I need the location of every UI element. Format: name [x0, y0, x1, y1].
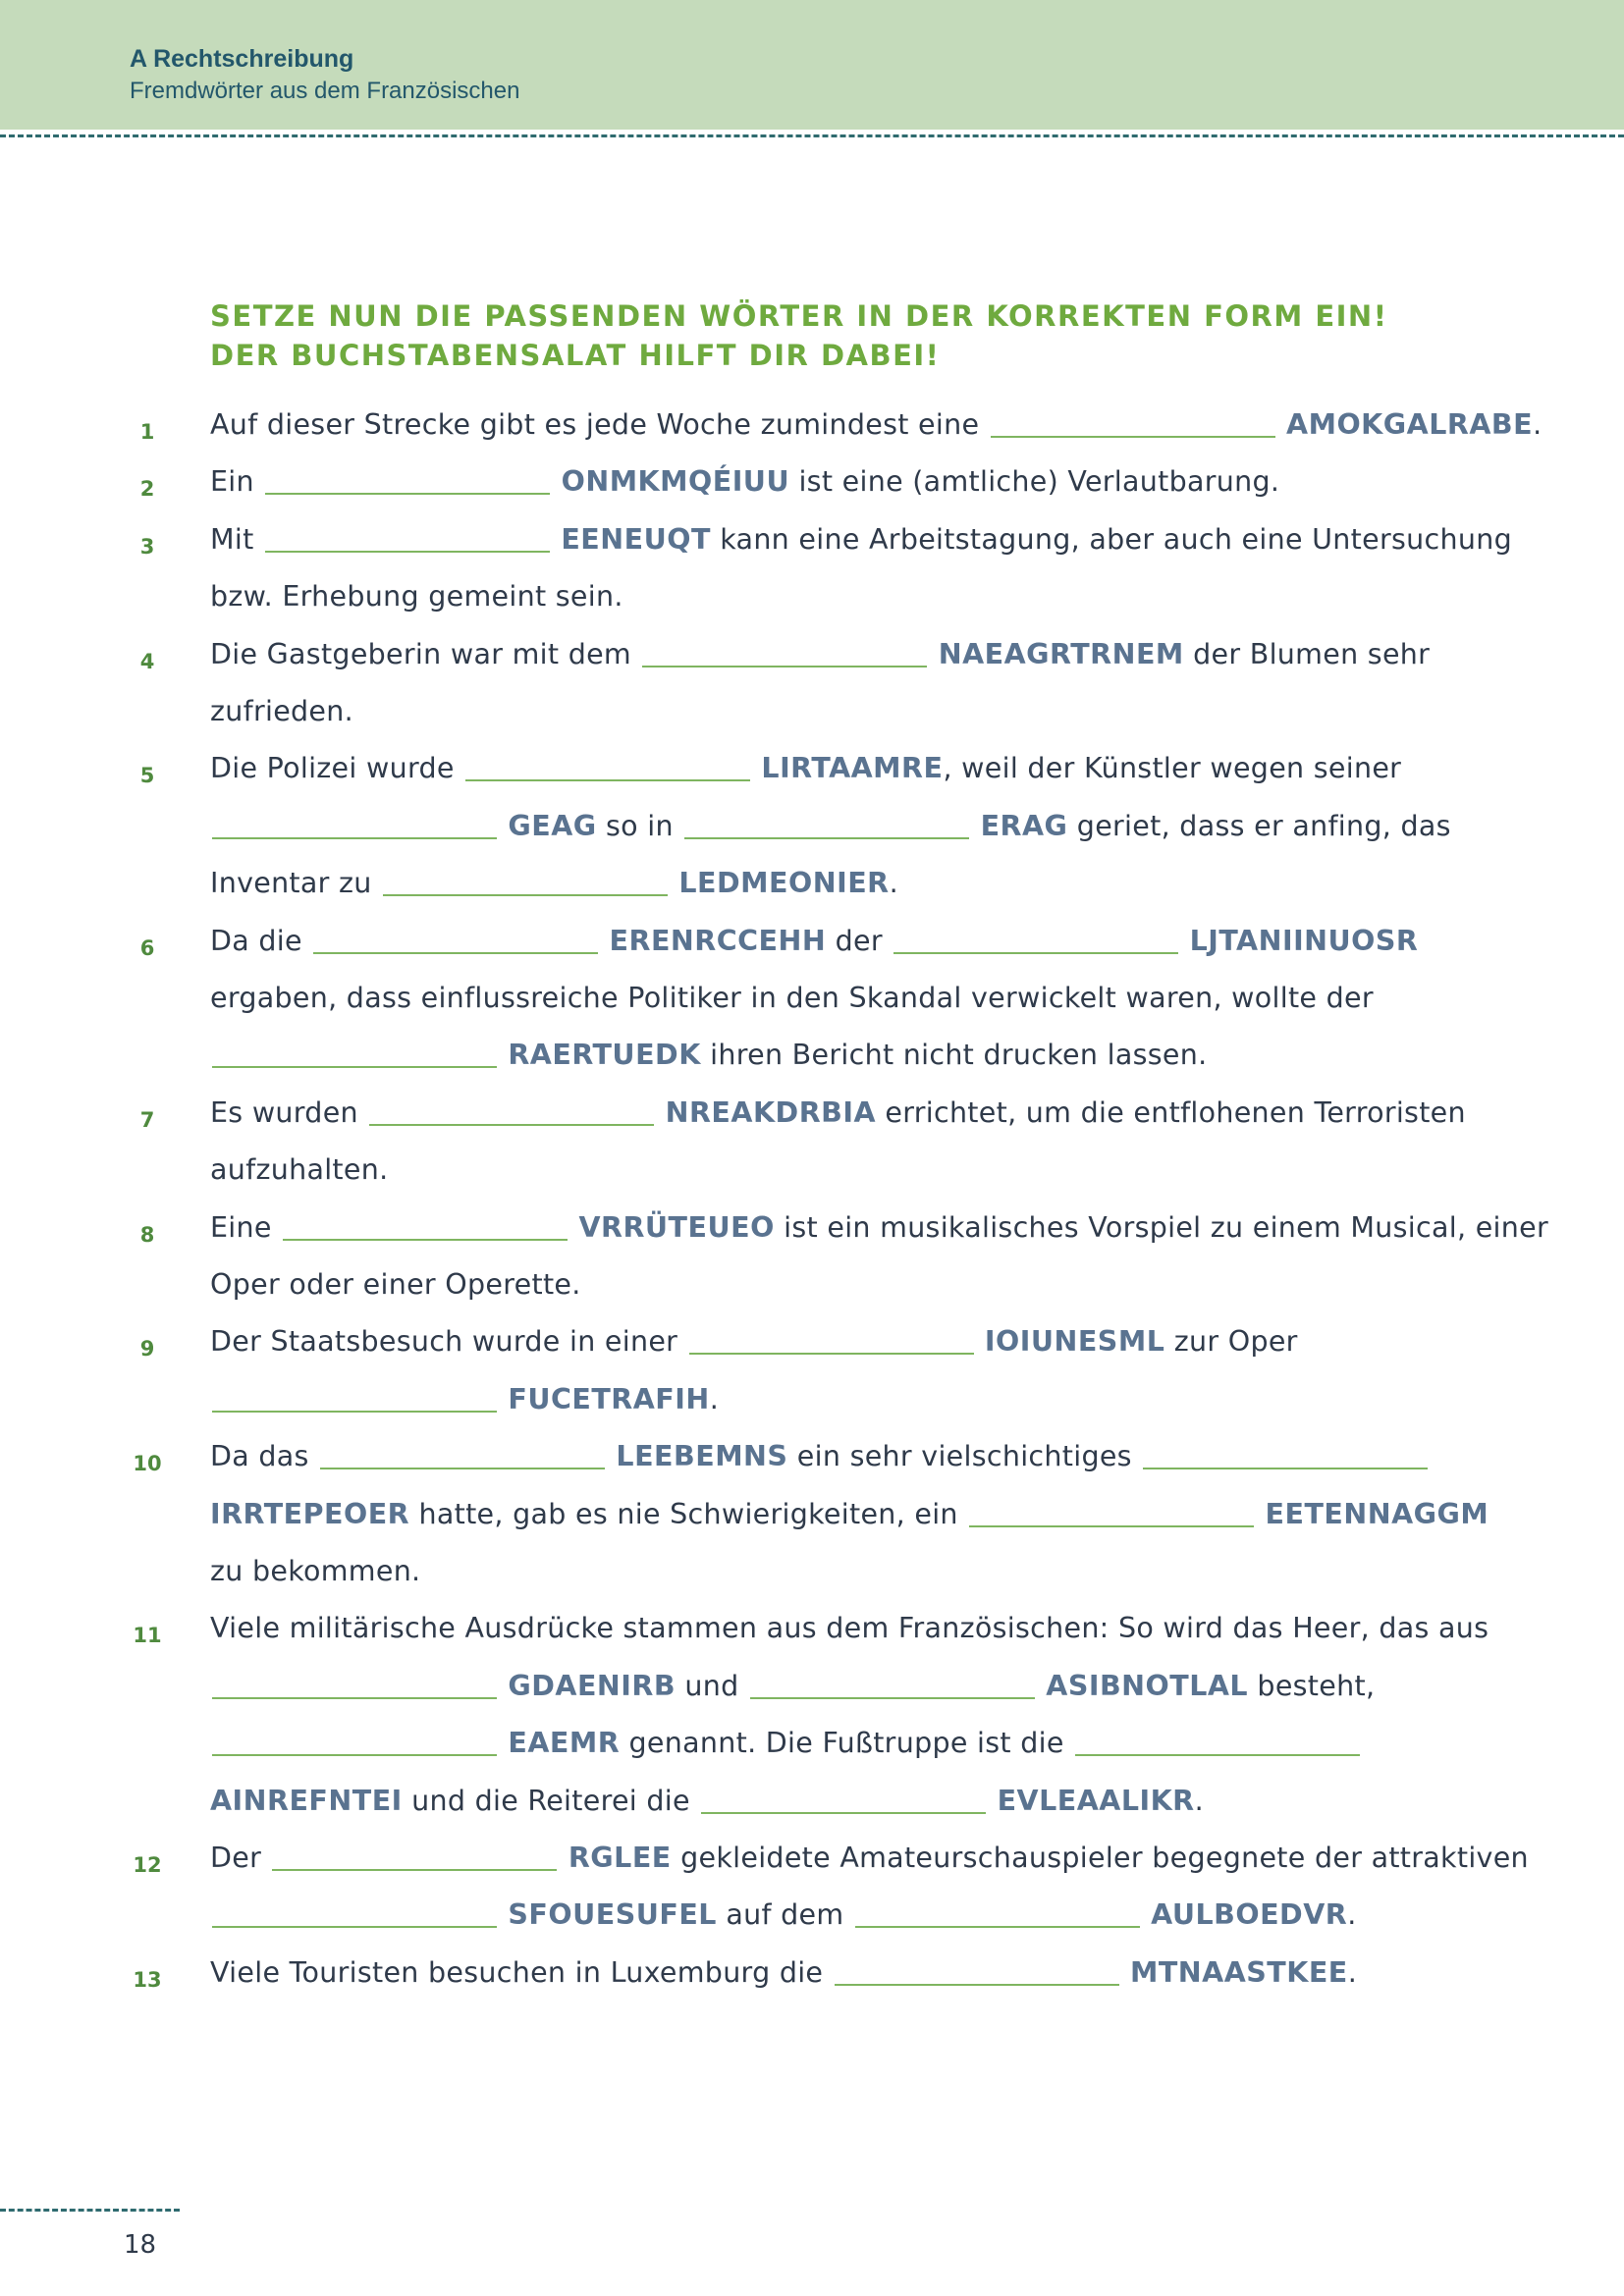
exercise-line	[0, 1033, 1624, 1090]
text-fragment: bzw. Erhebung gemeint sein.	[210, 580, 623, 614]
item-text	[210, 580, 623, 613]
scrambled-word: EENEUQT	[561, 522, 711, 556]
text-fragment: Ein	[210, 465, 264, 499]
answer-blank[interactable]	[212, 1754, 497, 1756]
exercise-line	[0, 919, 1624, 976]
exercise-line	[0, 1606, 1624, 1663]
text-fragment: besteht,	[1248, 1669, 1376, 1702]
text-fragment: Viele militärische Ausdrücke stammen aus dem Französischen: So wird das Heer, das aus	[210, 1612, 1489, 1645]
text-fragment: zur Oper	[1164, 1325, 1298, 1359]
item-text	[210, 1498, 1489, 1530]
item-number: 7	[139, 1107, 155, 1132]
text-fragment: ein sehr vielschichtiges	[787, 1440, 1142, 1473]
answer-blank[interactable]	[313, 952, 598, 954]
header-divider	[0, 134, 1624, 137]
scrambled-word: LEDMEONIER	[678, 867, 890, 900]
text-fragment: Auf dieser Strecke gibt es jede Woche zumindest eine	[210, 408, 989, 441]
text-fragment: ergaben, dass einflussreiche Politiker in den Skandal verwickelt waren, wollte der	[210, 982, 1374, 1014]
scrambled-word: VRRÜTEUEO	[578, 1210, 775, 1244]
exercise-line	[0, 574, 1624, 631]
answer-blank[interactable]	[642, 666, 927, 667]
text-fragment: .	[1347, 1955, 1358, 1989]
text-fragment: geriet, dass er anfing, das	[1067, 809, 1451, 842]
item-number: 6	[139, 935, 155, 960]
answer-blank[interactable]	[689, 1353, 974, 1355]
scrambled-word: LEEBEMNS	[616, 1440, 788, 1473]
exercise-line	[0, 1779, 1624, 1836]
item-text	[210, 465, 1279, 498]
exercise-line	[0, 1377, 1624, 1434]
scrambled-word: MTNAASTKEE	[1130, 1955, 1348, 1989]
item-text	[210, 982, 1374, 1014]
scrambled-word: EETENNAGGM	[1265, 1497, 1489, 1530]
answer-blank[interactable]	[212, 1066, 497, 1068]
scrambled-word: ASIBNOTLAL	[1046, 1669, 1249, 1702]
answer-blank[interactable]	[212, 1926, 497, 1928]
exercise-line	[0, 1721, 1624, 1778]
item-number: 1	[139, 420, 155, 444]
text-fragment: ihren Bericht nicht drucken lassen.	[700, 1039, 1208, 1072]
answer-blank[interactable]	[265, 551, 550, 553]
item-text	[210, 1268, 581, 1301]
instruction-line-1: SETZE NUN DIE PASSENDEN WÖRTER IN DER KORREKTEN FORM EIN!	[210, 299, 1388, 333]
text-fragment: genannt. Die Fußtruppe ist die	[620, 1727, 1074, 1760]
scrambled-word: EVLEAALIKR	[997, 1784, 1195, 1817]
answer-blank[interactable]	[283, 1239, 568, 1241]
item-text	[210, 695, 353, 727]
item-text	[210, 1842, 1529, 1874]
text-fragment: .	[709, 1382, 720, 1415]
item-text	[210, 1785, 1204, 1817]
text-fragment: Viele Touristen besuchen in Luxemburg die	[210, 1955, 833, 1989]
text-fragment: auf dem	[716, 1898, 853, 1932]
item-text	[210, 1555, 420, 1587]
section-subtitle: Fremdwörter aus dem Französischen	[130, 78, 520, 104]
answer-blank[interactable]	[212, 837, 497, 839]
scrambled-word: RAERTUEDK	[508, 1039, 701, 1072]
text-fragment: aufzuhalten.	[210, 1153, 389, 1187]
scrambled-word: ERENRCCEHH	[609, 924, 827, 957]
answer-blank[interactable]	[684, 837, 969, 839]
item-text	[210, 638, 1430, 670]
item-text	[210, 1325, 1298, 1358]
answer-blank[interactable]	[701, 1812, 986, 1814]
exercise-line	[0, 1664, 1624, 1721]
exercise-line	[0, 1262, 1624, 1319]
item-text	[210, 1383, 719, 1415]
item-text	[210, 523, 1512, 556]
text-fragment: Da das	[210, 1440, 319, 1473]
item-number: 11	[133, 1624, 162, 1648]
exercise-line	[0, 517, 1624, 574]
exercise-line	[0, 804, 1624, 861]
exercise-line	[0, 1492, 1624, 1549]
scrambled-word: AINREFNTEI	[210, 1784, 403, 1817]
text-fragment: und	[676, 1669, 748, 1702]
item-text	[210, 925, 1418, 957]
text-fragment: der	[826, 924, 893, 957]
text-fragment: Eine	[210, 1210, 282, 1244]
item-text	[210, 1612, 1489, 1644]
instruction-line-2: DER BUCHSTABENSALAT HILFT DIR DABEI!	[210, 339, 941, 372]
text-fragment: gekleidete Amateurschauspieler begegnete der attraktiven	[671, 1842, 1529, 1874]
exercise-line	[0, 689, 1624, 746]
answer-blank[interactable]	[835, 1984, 1119, 1986]
text-fragment: hatte, gab es nie Schwierigkeiten, ein	[409, 1497, 968, 1530]
text-fragment: .	[1533, 408, 1543, 441]
item-text	[210, 1211, 1548, 1244]
scrambled-word: LJTANIINUOSR	[1189, 924, 1419, 957]
scrambled-word: GDAENIRB	[508, 1669, 677, 1702]
text-fragment: .	[889, 867, 898, 900]
instruction	[210, 296, 1387, 375]
item-text	[210, 1670, 1375, 1702]
page-number: 18	[124, 2230, 157, 2260]
answer-blank[interactable]	[212, 1411, 497, 1413]
item-text	[210, 1727, 1362, 1759]
item-number: 12	[133, 1853, 162, 1877]
text-fragment: zufrieden.	[210, 695, 353, 727]
scrambled-word: IOIUNESML	[984, 1325, 1165, 1359]
scrambled-word: AULBOEDVR	[1151, 1898, 1348, 1932]
answer-blank[interactable]	[1143, 1468, 1428, 1469]
scrambled-word: NREAKDRBIA	[665, 1095, 877, 1129]
item-text	[210, 1440, 1430, 1472]
text-fragment: Es wurden	[210, 1095, 368, 1129]
exercise-line	[0, 402, 1624, 459]
scrambled-word: IRRTEPEOER	[210, 1497, 410, 1530]
text-fragment: Der Staatsbesuch wurde in einer	[210, 1325, 687, 1359]
exercise-line	[0, 632, 1624, 689]
item-number: 9	[139, 1337, 155, 1362]
item-number: 10	[133, 1452, 162, 1476]
exercise-line	[0, 1091, 1624, 1148]
exercise-line	[0, 1893, 1624, 1949]
exercise-line	[0, 976, 1624, 1033]
item-number: 8	[139, 1222, 155, 1247]
item-number: 5	[139, 764, 155, 788]
scrambled-word: FUCETRAFIH	[508, 1382, 710, 1415]
answer-blank[interactable]	[893, 952, 1178, 954]
answer-blank[interactable]	[212, 1697, 497, 1699]
item-text	[210, 1898, 1357, 1931]
scrambled-word: RGLEE	[568, 1842, 672, 1874]
scrambled-word: SFOUESUFEL	[508, 1898, 717, 1932]
exercise-line	[0, 1319, 1624, 1376]
text-fragment: Oper oder einer Operette.	[210, 1268, 581, 1301]
item-text	[210, 1956, 1357, 1989]
text-fragment: Der	[210, 1842, 271, 1874]
scrambled-word: NAEAGRTRNEM	[938, 637, 1184, 670]
scrambled-word: AMOKGALRABE	[1286, 408, 1534, 441]
exercise-line	[0, 861, 1624, 918]
item-number: 2	[139, 477, 155, 502]
answer-blank[interactable]	[369, 1124, 654, 1126]
text-fragment: errichtet, um die entflohenen Terroristen	[876, 1095, 1466, 1129]
exercise-line	[0, 1836, 1624, 1893]
answer-blank[interactable]	[1075, 1754, 1360, 1756]
item-text	[210, 1153, 388, 1186]
text-fragment: Die Polizei wurde	[210, 752, 464, 785]
answer-blank[interactable]	[272, 1869, 557, 1871]
item-text	[210, 810, 1451, 842]
text-fragment: so in	[596, 809, 683, 842]
item-number: 4	[139, 649, 155, 673]
item-text	[210, 1039, 1207, 1071]
answer-blank[interactable]	[991, 436, 1275, 438]
exercise-line	[0, 1434, 1624, 1491]
item-number: 13	[133, 1967, 162, 1992]
exercise-line	[0, 459, 1624, 516]
answer-blank[interactable]	[969, 1525, 1254, 1527]
exercise-line	[0, 1148, 1624, 1204]
text-fragment: Mit	[210, 522, 263, 556]
exercise-line	[0, 1950, 1624, 2007]
item-number: 3	[139, 534, 155, 559]
text-fragment: Inventar zu	[210, 867, 382, 900]
text-fragment: kann eine Arbeitstagung, aber auch eine Untersuchung	[710, 522, 1512, 556]
answer-blank[interactable]	[750, 1697, 1035, 1699]
text-fragment: der Blumen sehr	[1183, 637, 1431, 670]
scrambled-word: GEAG	[508, 809, 597, 842]
text-fragment: und die Reiterei die	[402, 1784, 700, 1817]
exercise-line	[0, 746, 1624, 803]
text-fragment: .	[1347, 1898, 1357, 1932]
item-text	[210, 1096, 1466, 1129]
scrambled-word: EAEMR	[508, 1727, 621, 1760]
exercise-line	[0, 1549, 1624, 1606]
footer-divider	[0, 2209, 180, 2212]
item-text	[210, 408, 1542, 441]
scrambled-word: ERAG	[980, 809, 1068, 842]
section-title: A Rechtschreibung	[130, 45, 354, 73]
item-text	[210, 752, 1401, 784]
text-fragment: ist eine (amtliche) Verlautbarung.	[789, 465, 1280, 499]
answer-blank[interactable]	[320, 1468, 605, 1469]
exercise-line	[0, 1205, 1624, 1262]
answer-blank[interactable]	[465, 779, 750, 781]
answer-blank[interactable]	[265, 493, 550, 495]
text-fragment: .	[1194, 1784, 1204, 1817]
text-fragment: zu bekommen.	[210, 1555, 421, 1587]
text-fragment: Die Gastgeberin war mit dem	[210, 637, 641, 670]
scrambled-word: ONMKMQÉIUU	[561, 465, 790, 499]
answer-blank[interactable]	[855, 1926, 1140, 1928]
answer-blank[interactable]	[383, 894, 668, 896]
text-fragment: Da die	[210, 924, 312, 957]
scrambled-word: LIRTAAMRE	[761, 752, 944, 785]
text-fragment: ist ein musikalisches Vorspiel zu einem Musical, einer	[774, 1210, 1548, 1244]
text-fragment: , weil der Künstler wegen seiner	[943, 752, 1402, 785]
item-text	[210, 867, 898, 899]
